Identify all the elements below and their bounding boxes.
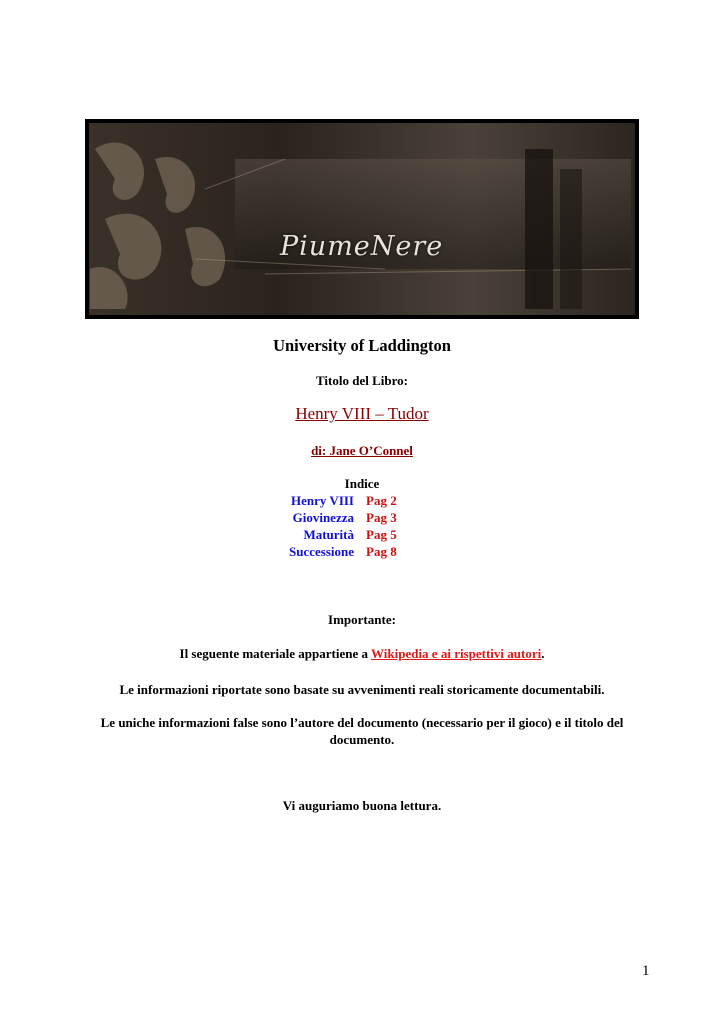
index-entry-name: Giovinezza [292, 510, 354, 525]
ownership-text: Il seguente materiale appartiene a [179, 646, 371, 661]
index-row [260, 492, 460, 509]
notice-line-sources: Le informazioni riportate sono basate su avvenimenti reali storicamente documentabili. [119, 682, 605, 697]
index-table [260, 492, 460, 560]
index-row [260, 509, 460, 526]
header-banner-image [85, 119, 639, 319]
index-entry-name: Henry VIII [291, 493, 354, 508]
book-title: Henry VIII – Tudor [295, 404, 429, 423]
index-entry-page: Pag 3 [366, 510, 397, 525]
ownership-period: . [541, 646, 545, 661]
notice-line-disclaimer: Le uniche informazioni false sono l’autore del documento (necessario per il gioco) e il titolo del documento. [100, 715, 624, 747]
index-entry-page: Pag 5 [366, 527, 397, 542]
university-name: University of Laddington [273, 336, 451, 355]
index-row [260, 543, 460, 560]
index-entry-page: Pag 2 [366, 493, 397, 508]
page-number: 1 [642, 963, 650, 979]
index-entry-page: Pag 8 [366, 544, 397, 559]
index-heading: Indice [344, 476, 380, 491]
author-line: di: Jane O’Connel [311, 443, 413, 458]
index-entry-name: Successione [289, 544, 354, 559]
title-label: Titolo del Libro: [316, 373, 408, 388]
notice-line-ownership [0, 645, 724, 662]
index-entry-name: Maturità [303, 527, 354, 542]
wikipedia-link[interactable]: Wikipedia e ai rispettivi autori [371, 646, 542, 661]
closing-greeting: Vi auguriamo buona lettura. [282, 798, 442, 813]
notice-heading: Importante: [328, 612, 396, 627]
logo-text: PiumeNere [280, 231, 444, 262]
banner-graphic [85, 119, 639, 319]
index-row [260, 526, 460, 543]
